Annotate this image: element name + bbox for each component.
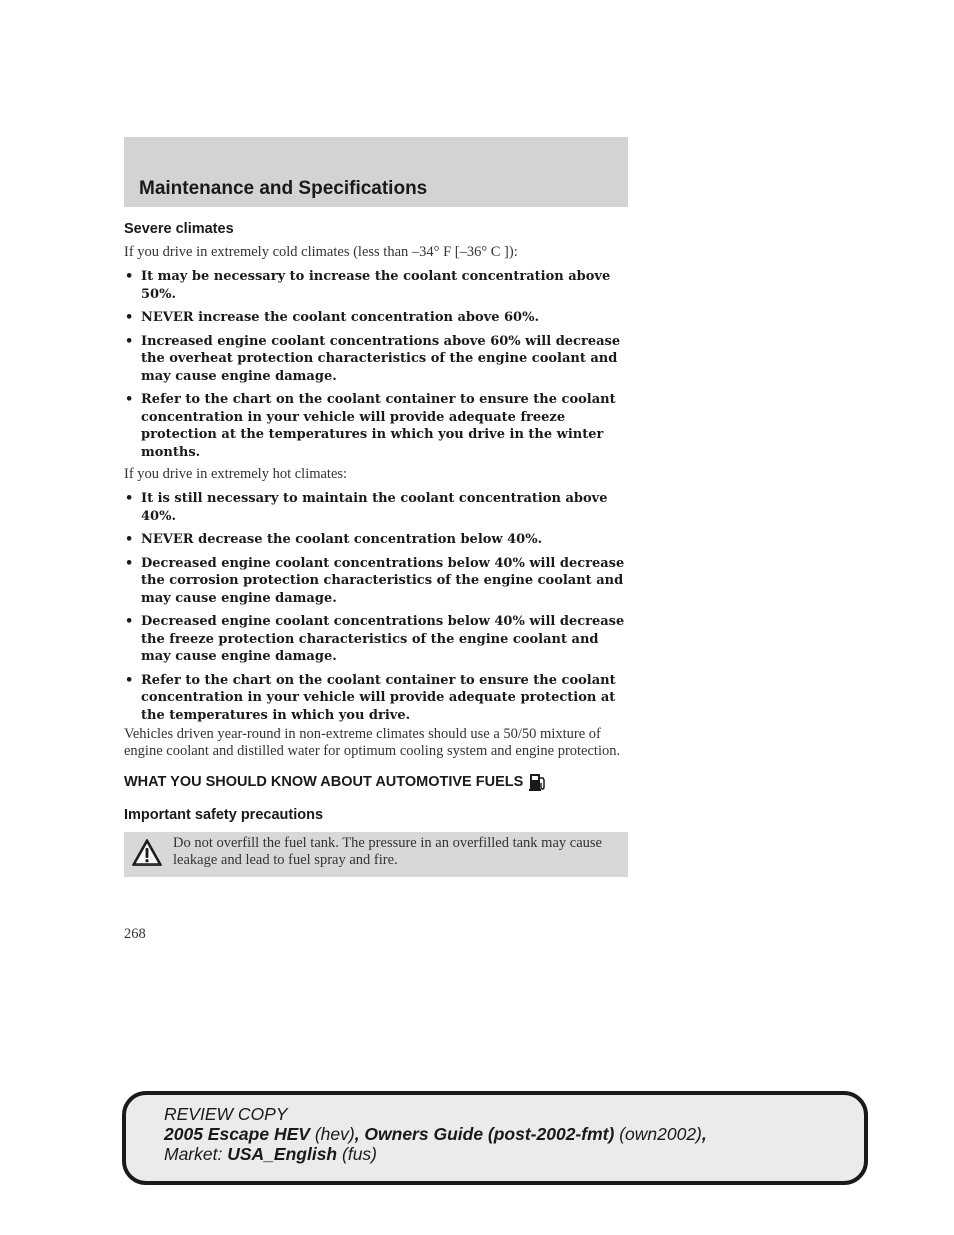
list-item: • Refer to the chart on the coolant container to ensure the coolant concentration in your vehicle will provide adequate freeze protection at the temperatures in which you drive in the winter months. (125, 392, 616, 460)
closing-paragraph: Vehicles driven year-round in non-extreme climates should use a 50/50 mixture of engine coolant and distilled water for optimum cooling system and engine protection. (124, 726, 621, 759)
guide-code: (own2002) (619, 1124, 702, 1144)
review-copy-text (164, 1104, 707, 1164)
warning-triangle-icon (131, 838, 163, 872)
guide-name: , Owners Guide (post-2002-fmt) (354, 1124, 615, 1144)
model-code: (hev) (314, 1124, 355, 1144)
page-number: 268 (124, 926, 146, 942)
fuels-heading (124, 772, 628, 792)
list-item: • Increased engine coolant concentrations above 60% will decrease the overheat protection characteristics of the engine coolant and may cause engine damage. (125, 333, 621, 384)
cold-bullet-list (124, 268, 628, 461)
cold-intro: If you drive in extremely cold climates (less than –34° F [–36° C ]): (124, 244, 518, 260)
review-model-line (164, 1124, 707, 1144)
market-label: Market: (164, 1144, 223, 1164)
review-market-line (164, 1144, 707, 1164)
safety-precautions-heading: Important safety precautions (124, 807, 324, 823)
list-item: • Refer to the chart on the coolant container to ensure the coolant concentration in your vehicle will provide adequate protection at the temperatures in which you drive. (125, 672, 616, 723)
list-item: • Decreased engine coolant concentrations below 40% will decrease the freeze protection characteristics of the engine coolant and may cause engine damage. (125, 614, 625, 664)
hot-bullet-list (124, 490, 628, 724)
list-item: • It is still necessary to maintain the coolant concentration above 40%. (125, 491, 608, 524)
severe-climates-heading: Severe climates (124, 221, 234, 237)
hot-intro: If you drive in extremely hot climates: (124, 466, 348, 482)
model-name: 2005 Escape HEV (164, 1124, 310, 1144)
list-item: • Decreased engine coolant concentrations below 40% will decrease the corrosion protection characteristics of the engine coolant and may cause engine damage. (125, 555, 625, 606)
list-item: • NEVER increase the coolant concentration above 60%. (125, 310, 539, 325)
fuel-pump-icon (529, 772, 547, 792)
market-name: USA_English (227, 1144, 338, 1164)
section-title: Maintenance and Specifications (139, 178, 428, 199)
list-item: • It may be necessary to increase the coolant concentration above 50%. (125, 269, 611, 302)
fuels-heading-text: WHAT YOU SHOULD KNOW ABOUT AUTOMOTIVE FUELS (124, 774, 524, 790)
comma: , (701, 1124, 707, 1144)
warning-box (124, 832, 628, 877)
warning-text: Do not overfill the fuel tank. The pressure in an overfilled tank may cause leakage and lead to fuel spray and fire. (173, 835, 602, 868)
review-copy-label: REVIEW COPY (164, 1104, 288, 1124)
list-item: • NEVER decrease the coolant concentration below 40%. (125, 532, 543, 547)
page-content (124, 220, 628, 877)
market-code: (fus) (342, 1144, 377, 1164)
review-copy-box (122, 1091, 868, 1185)
